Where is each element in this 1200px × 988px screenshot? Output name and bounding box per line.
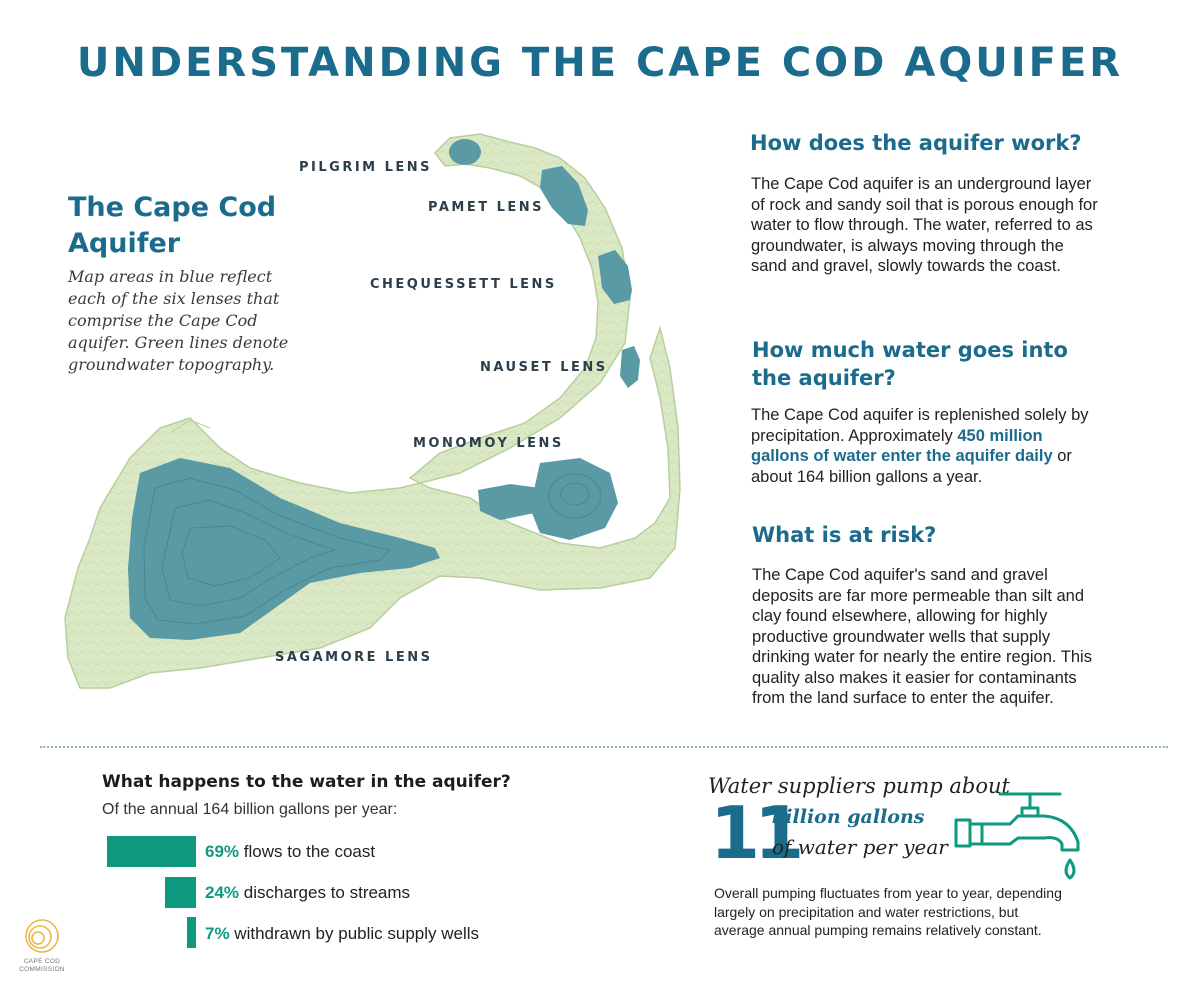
map-caption: Map areas in blue reflect each of the six lenses that comprise the Cape Cod aquifer. Green lines denote groundwater topography. <box>68 267 289 374</box>
flow-text-streams: discharges to streams <box>239 883 411 902</box>
how-much-text-end: or about 164 billion gallons a year. <box>751 447 1072 486</box>
flow-bar-coast <box>107 836 196 867</box>
faucet-icon <box>952 786 1088 886</box>
nauset-lens-shape <box>620 346 640 388</box>
pumping-tail: of water per year <box>772 835 948 859</box>
flow-percent-streams: 24% <box>205 883 240 902</box>
pamet-lens-label: PAMET LENS <box>428 200 545 215</box>
flow-bar-streams <box>165 877 196 908</box>
flow-bar-wells <box>187 917 196 948</box>
at-risk-heading: What is at risk? <box>752 523 937 547</box>
logo-text: CAPE COD COMMISSION <box>19 958 65 973</box>
page-title: UNDERSTANDING THE CAPE COD AQUIFER <box>76 40 1124 86</box>
flow-label-streams <box>205 883 410 903</box>
aquifer-heading: The Cape Cod Aquifer <box>68 192 277 259</box>
pumping-intro: Water suppliers pump about <box>708 774 1010 798</box>
how-much-heading: How much water goes into the aquifer? <box>752 338 1068 390</box>
section-divider <box>40 746 1168 748</box>
pumping-number: 11 <box>710 791 799 875</box>
flow-text-wells: withdrawn by public supply wells <box>229 924 480 943</box>
cape-cod-commission-logo <box>22 916 62 956</box>
sagamore-lens-label: SAGAMORE LENS <box>275 650 433 665</box>
monomoy-lens-label: MONOMOY LENS <box>413 436 564 451</box>
pilgrim-lens-shape <box>449 139 481 165</box>
flows-heading: What happens to the water in the aquifer? <box>102 772 511 792</box>
how-much-text <box>751 405 1103 487</box>
flows-subheading: Of the annual 164 billion gallons per year: <box>102 801 398 818</box>
how-it-works-heading: How does the aquifer work? <box>750 131 1082 155</box>
flow-percent-wells: 7% <box>205 924 230 943</box>
chequessett-lens-label: CHEQUESSETT LENS <box>370 277 557 292</box>
pilgrim-lens-label: PILGRIM LENS <box>299 160 433 175</box>
flow-label-wells <box>205 924 479 944</box>
pumping-note: Overall pumping fluctuates from year to year, depending largely on precipitation and water restrictions, but average annual pumping remains relatively constant. <box>714 885 1062 938</box>
flow-label-coast <box>205 842 375 862</box>
how-it-works-text: The Cape Cod aquifer is an underground layer of rock and sandy soil that is porous enough for water to flow through. The water, referred to as groundwater, is always moving through the sand and gravel, slowly towards the coast. <box>751 175 1098 275</box>
flow-text-coast: flows to the coast <box>239 842 376 861</box>
daily-recharge-highlight: 450 million gallons of water enter the aquifer daily <box>751 426 1053 465</box>
how-much-text-start: The Cape Cod aquifer is replenished solely by precipitation. Approximately <box>751 406 1089 445</box>
flow-percent-coast: 69% <box>205 842 240 861</box>
at-risk-text: The Cape Cod aquifer's sand and gravel deposits are far more permeable than silt and clay found elsewhere, allowing for highly productive groundwater wells that supply drinking water for nearly the entire region. This quality also makes it easier for contaminants from the land surface to enter the aquifer. <box>752 566 1092 707</box>
nauset-lens-label: NAUSET LENS <box>480 360 608 375</box>
pumping-unit: billion gallons <box>772 806 925 828</box>
